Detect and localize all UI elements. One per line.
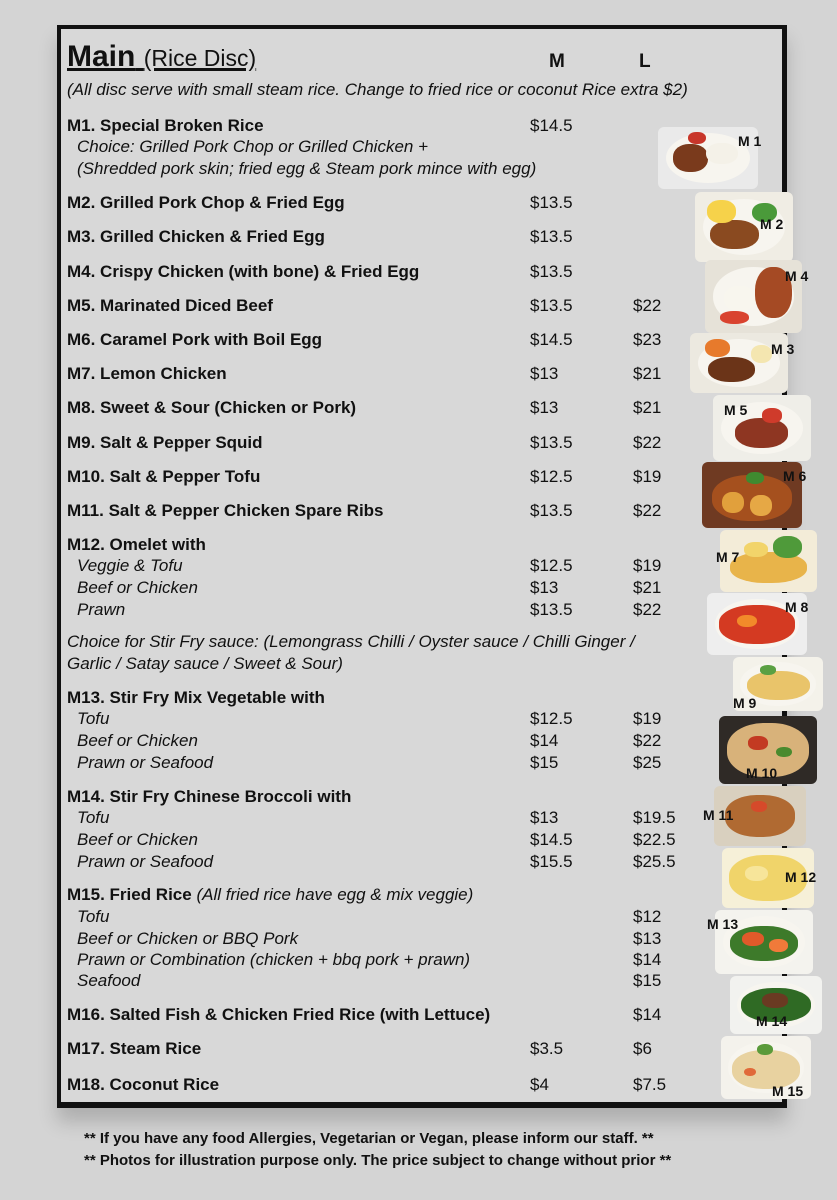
price-m: $14 [530, 731, 559, 750]
photo-label: M 5 [724, 402, 748, 418]
price-m: $13.5 [530, 600, 573, 619]
price-m: $13.5 [530, 296, 573, 315]
stir-fry-note: Garlic / Satay sauce / Sweet & Sour) [67, 654, 343, 673]
option-name: Beef or Chicken [77, 830, 198, 849]
price-m: $14.5 [530, 330, 573, 349]
option-name: Beef or Chicken [77, 731, 198, 750]
option-name: Prawn or Seafood [77, 852, 214, 871]
price-l: $12 [633, 907, 662, 926]
column-header-l: L [639, 51, 651, 72]
stir-fry-note: Choice for Stir Fry sauce: (Lemongrass Chilli / Oyster sauce / Chilli Ginger / [67, 632, 635, 651]
photo-label: M 1 [738, 133, 762, 149]
menu-item-name: M10. Salt & Pepper Tofu [67, 467, 261, 486]
price-l: $19 [633, 709, 662, 728]
photo-label: M 13 [707, 916, 739, 932]
menu-item-name: M6. Caramel Pork with Boil Egg [67, 330, 323, 349]
price-l: $22.5 [633, 830, 676, 849]
price-m: $12.5 [530, 709, 573, 728]
price-m: $3.5 [530, 1039, 564, 1058]
price-m: $13 [530, 808, 559, 827]
photo-label: M 4 [785, 268, 809, 284]
price-l: $25.5 [633, 852, 676, 871]
option-name: Seafood [77, 971, 141, 990]
price-l: $22 [633, 501, 662, 520]
menu-item-name: M14. Stir Fry Chinese Broccoli with [67, 787, 352, 806]
price-l: $21 [633, 578, 662, 597]
photo-label: M 11 [703, 807, 734, 823]
menu-item-name: M7. Lemon Chicken [67, 364, 227, 383]
option-name: Veggie & Tofu [77, 556, 183, 575]
option-name: Prawn or Seafood [77, 753, 214, 772]
price-m: $13.5 [530, 501, 573, 520]
menu-subtitle: (Rice Disc) [143, 45, 257, 71]
menu-item-name: M13. Stir Fry Mix Vegetable with [67, 688, 325, 707]
item-description: Choice: Grilled Pork Chop or Grilled Chicken + [77, 137, 429, 156]
price-m: $15.5 [530, 852, 573, 871]
price-m: $13.5 [530, 227, 573, 246]
price-m: $12.5 [530, 467, 573, 486]
menu-item-name: M12. Omelet with [67, 535, 206, 554]
photo-label: M 14 [756, 1013, 788, 1029]
price-l: $22 [633, 296, 662, 315]
photo-label: M 15 [772, 1083, 804, 1099]
photo-label: M 3 [771, 341, 795, 357]
menu-item-name: M5. Marinated Diced Beef [67, 296, 273, 315]
price-l: $19 [633, 556, 662, 575]
menu-item-name: M9. Salt & Pepper Squid [67, 433, 263, 452]
price-l: $22 [633, 433, 662, 452]
menu-item-name: M16. Salted Fish & Chicken Fried Rice (with Lettuce) [67, 1005, 491, 1024]
price-l: $13 [633, 929, 662, 948]
photo-label: M 7 [716, 549, 740, 565]
menu-item-name: M4. Crispy Chicken (with bone) & Fried Egg [67, 262, 420, 281]
option-name: Prawn [77, 600, 126, 619]
photo-label: M 10 [746, 765, 778, 781]
menu-item-name: M18. Coconut Rice [67, 1075, 220, 1094]
price-m: $13 [530, 578, 559, 597]
column-header-m: M [549, 51, 565, 72]
price-l: $21 [633, 364, 662, 383]
menu-title: Main (Rice Disc) [67, 40, 257, 73]
price-l: $14 [633, 1005, 662, 1024]
item-description: (Shredded pork skin; fried egg & Steam pork mince with egg) [77, 159, 537, 178]
price-l: $15 [633, 971, 662, 990]
option-name: Tofu [77, 808, 110, 827]
photo-disclaimer: ** Photos for illustration purpose only. The price subject to change without prior ** [84, 1152, 672, 1169]
price-m: $13.5 [530, 433, 573, 452]
fried-rice-note: (All fried rice have egg & mix veggie) [196, 885, 474, 904]
photo-label: M 6 [783, 468, 807, 484]
price-l: $21 [633, 398, 662, 417]
price-l: $14 [633, 950, 662, 969]
price-m: $15 [530, 753, 559, 772]
option-name: Tofu [77, 709, 110, 728]
price-l: $23 [633, 330, 662, 349]
option-name: Beef or Chicken or BBQ Pork [77, 929, 299, 948]
photo-label: M 2 [760, 216, 784, 232]
photo-label: M 8 [785, 599, 809, 615]
price-l: $25 [633, 753, 662, 772]
price-l: $6 [633, 1039, 652, 1058]
menu-item-name: M17. Steam Rice [67, 1039, 202, 1058]
price-l: $22 [633, 600, 662, 619]
allergy-notice: ** If you have any food Allergies, Vegetarian or Vegan, please inform our staff. ** [84, 1130, 654, 1147]
price-l: $19.5 [633, 808, 676, 827]
menu-item-name: M1. Special Broken Rice [67, 116, 264, 135]
menu-item-name: M11. Salt & Pepper Chicken Spare Ribs [67, 501, 384, 520]
price-l: $7.5 [633, 1075, 667, 1094]
menu-item-name: M3. Grilled Chicken & Fried Egg [67, 227, 325, 246]
menu-item-name: M8. Sweet & Sour (Chicken or Pork) [67, 398, 357, 417]
menu-item-name: M2. Grilled Pork Chop & Fried Egg [67, 193, 345, 212]
photo-label: M 12 [785, 869, 817, 885]
price-m: $13.5 [530, 193, 573, 212]
price-m: $13 [530, 364, 559, 383]
photo-label: M 9 [733, 695, 757, 711]
option-name: Prawn or Combination (chicken + bbq pork + prawn) [77, 950, 471, 969]
price-m: $13.5 [530, 262, 573, 281]
price-m: $14.5 [530, 116, 573, 135]
rice-note: (All disc serve with small steam rice. Change to fried rice or coconut Rice extra $2) [67, 80, 688, 99]
price-l: $19 [633, 467, 662, 486]
option-name: Tofu [77, 907, 110, 926]
price-m: $4 [530, 1075, 549, 1094]
menu-item-name: M15. Fried Rice (All fried rice have egg & mix veggie) [67, 885, 474, 904]
price-m: $13 [530, 398, 559, 417]
price-l: $22 [633, 731, 662, 750]
price-m: $14.5 [530, 830, 573, 849]
option-name: Beef or Chicken [77, 578, 198, 597]
price-m: $12.5 [530, 556, 573, 575]
